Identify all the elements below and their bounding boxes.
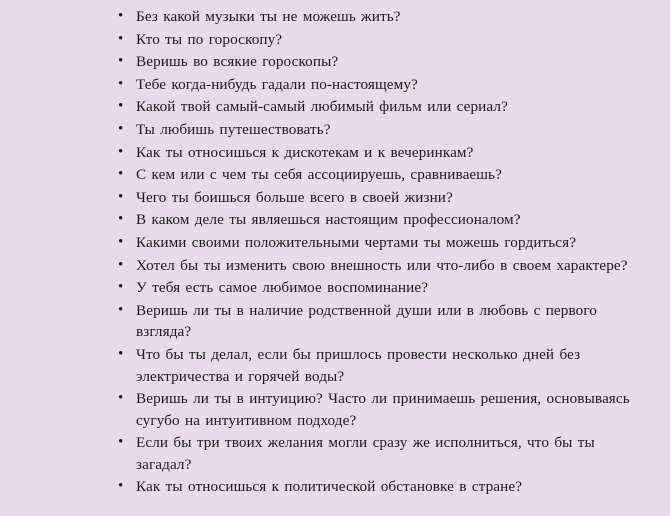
question-text: Какими своими положительными чертами ты можешь гордиться?: [136, 233, 577, 251]
question-text: Что бы ты делал, если бы пришлось провести несколько дней без электричества и горячей воды?: [136, 345, 581, 385]
bullet-icon: •: [118, 143, 124, 160]
question-text: Веришь во всякие гороскопы?: [136, 53, 339, 71]
list-item: [118, 6, 652, 28]
question-text: Веришь ли ты в наличие родственной души или в любовь с первого взгляда?: [136, 301, 597, 341]
question-text: У тебя есть самое любимое воспоминание?: [136, 279, 429, 297]
bullet-icon: •: [118, 301, 124, 318]
list-item: [118, 344, 652, 387]
list-item: [118, 51, 652, 73]
list-item: [118, 164, 652, 186]
bullet-icon: •: [118, 75, 124, 92]
question-text: Хотел бы ты изменить свою внешность или что-либо в своем характере?: [136, 256, 628, 274]
list-item: [118, 187, 652, 209]
bullet-icon: •: [118, 478, 124, 495]
list-item: [118, 277, 652, 299]
bullet-icon: •: [118, 8, 124, 24]
bullet-icon: •: [118, 53, 124, 70]
bullet-icon: •: [118, 279, 124, 296]
bullet-icon: •: [118, 233, 124, 250]
list-item: [118, 209, 652, 231]
bullet-icon: •: [118, 345, 124, 362]
question-text: Чего ты боишься больше всего в своей жизни?: [136, 188, 453, 206]
list-item: [118, 255, 652, 277]
list-item: [118, 300, 652, 343]
question-text: В каком деле ты являешься настоящим профессионалом?: [136, 211, 521, 229]
question-text: Какой твой самый-самый любимый фильм или сериал?: [136, 98, 508, 116]
bullet-icon: •: [118, 30, 124, 47]
list-item: [118, 29, 652, 51]
list-item: [118, 74, 652, 96]
bullet-icon: •: [118, 434, 124, 451]
bullet-icon: •: [118, 256, 124, 273]
list-item: [118, 232, 652, 254]
question-list: [18, 6, 652, 498]
list-item: [118, 388, 652, 431]
bullet-icon: •: [118, 166, 124, 183]
question-text: Без какой музыки ты не можешь жить?: [136, 8, 401, 25]
bullet-icon: •: [118, 120, 124, 137]
question-text: Если бы три твоих желания могли сразу же исполниться, что бы ты загадал?: [136, 434, 595, 473]
list-item: [118, 142, 652, 164]
question-text: Как ты относишься к дискотекам и к вечеринкам?: [136, 143, 474, 161]
question-text: Ты любишь путешествовать?: [136, 120, 331, 138]
list-item: [118, 96, 652, 118]
question-text: Как ты относишься к политической обстановке в стране?: [136, 478, 523, 496]
list-item: [118, 432, 652, 475]
question-text: С кем или с чем ты себя ассоциируешь, сравниваешь?: [136, 166, 502, 184]
list-item: [118, 119, 652, 141]
question-text: Тебе когда-нибудь гадали по-настоящему?: [136, 75, 418, 93]
bullet-icon: •: [118, 390, 124, 407]
question-text: Веришь ли ты в интуицию? Часто ли принимаешь решения, основываясь сугубо на интуитивном подходе?: [136, 390, 630, 429]
list-item: [118, 476, 652, 498]
question-text: Кто ты по гороскопу?: [136, 30, 283, 48]
bullet-icon: •: [118, 98, 124, 115]
bullet-icon: •: [118, 211, 124, 228]
bullet-icon: •: [118, 188, 124, 205]
